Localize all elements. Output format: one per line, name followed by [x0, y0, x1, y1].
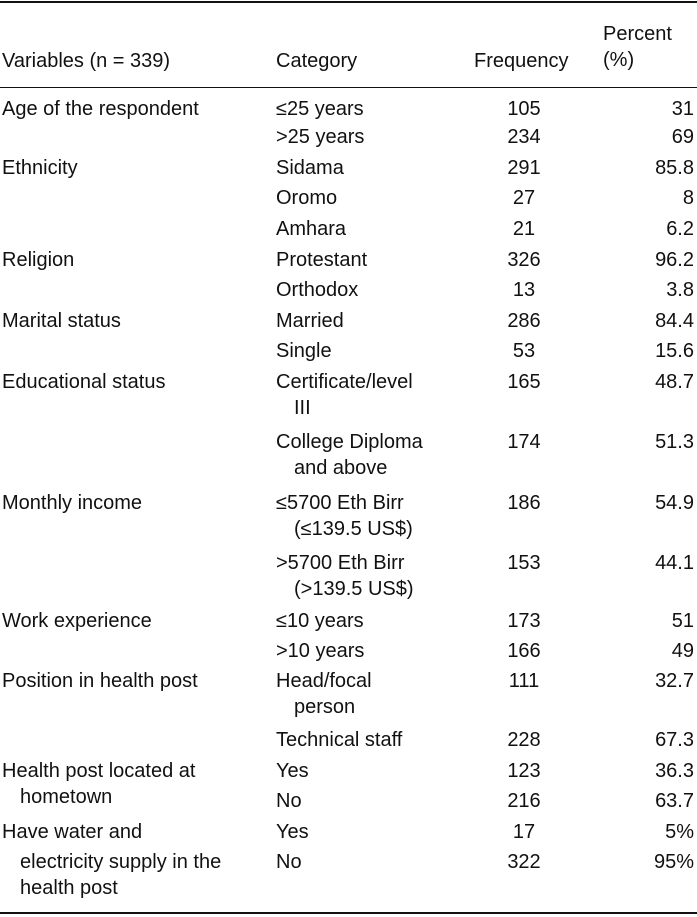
percent-cell: 5% — [665, 821, 694, 843]
category-cell: Oromo — [276, 187, 338, 209]
frequency-cell: 17 — [512, 821, 536, 843]
category-cell: >25 years — [276, 126, 365, 148]
frequency-cell: 153 — [507, 552, 541, 574]
variable-cell: Ethnicity — [2, 157, 78, 179]
header-percent-line1: Percent — [603, 23, 672, 45]
category-cell: Single — [276, 340, 332, 362]
header-frequency: Frequency — [474, 50, 569, 72]
percent-cell: 6.2 — [666, 218, 694, 240]
table-top-rule — [0, 1, 697, 3]
frequency-cell: 123 — [507, 760, 541, 782]
variable-cell: Religion — [2, 249, 75, 271]
category-cell — [276, 550, 414, 602]
frequency-cell: 174 — [507, 431, 541, 453]
category-line: and above — [294, 457, 388, 479]
variable-cell: Marital status — [2, 310, 121, 332]
percent-cell: 69 — [671, 126, 694, 148]
variable-cell: Monthly income — [2, 492, 143, 514]
percent-cell: 32.7 — [655, 670, 694, 692]
percent-cell: 67.3 — [655, 729, 694, 751]
frequency-cell: 234 — [507, 126, 541, 148]
category-cell: ≤10 years — [276, 610, 364, 632]
variable-line: Health post located at — [2, 760, 196, 782]
category-cell: Yes — [276, 821, 309, 843]
category-line: Head/focal — [276, 670, 372, 692]
percent-cell: 48.7 — [655, 371, 694, 393]
variable-line: health post — [20, 877, 118, 899]
header-variables: Variables (n = 339) — [2, 50, 171, 72]
percent-cell: 49 — [671, 640, 694, 662]
category-line: ≤5700 Eth Birr — [276, 492, 404, 514]
category-cell — [276, 668, 372, 720]
frequency-cell: 326 — [507, 249, 541, 271]
frequency-cell: 53 — [512, 340, 536, 362]
variable-cell: Position in health post — [2, 670, 198, 692]
frequency-cell: 186 — [507, 492, 541, 514]
category-line: Certificate/level — [276, 371, 413, 393]
category-line: III — [294, 397, 311, 419]
frequency-cell: 216 — [507, 790, 541, 812]
frequency-cell: 13 — [512, 279, 536, 301]
category-cell: >10 years — [276, 640, 365, 662]
percent-cell: 51 — [671, 610, 694, 632]
category-cell: ≤25 years — [276, 98, 364, 120]
percent-cell: 51.3 — [655, 431, 694, 453]
frequency-cell: 165 — [507, 371, 541, 393]
percent-cell: 54.9 — [655, 492, 694, 514]
variable-line: hometown — [20, 786, 113, 808]
category-cell: No — [276, 851, 302, 873]
category-cell — [276, 369, 413, 421]
frequency-cell: 286 — [507, 310, 541, 332]
variable-cell: Educational status — [2, 371, 166, 393]
header-category: Category — [276, 50, 358, 72]
percent-cell: 3.8 — [666, 279, 694, 301]
category-cell: Yes — [276, 760, 309, 782]
percent-cell: 96.2 — [655, 249, 694, 271]
category-cell: Amhara — [276, 218, 347, 240]
category-cell — [276, 429, 423, 481]
category-cell: No — [276, 790, 302, 812]
category-line: (≤139.5 US$) — [294, 518, 413, 540]
variable-cell: Age of the respondent — [2, 98, 199, 120]
category-cell: Protestant — [276, 249, 368, 271]
frequency-cell: 21 — [512, 218, 536, 240]
frequency-cell: 27 — [512, 187, 536, 209]
percent-cell: 63.7 — [655, 790, 694, 812]
percent-cell: 8 — [682, 187, 694, 209]
table-header-rule — [0, 87, 697, 88]
percent-cell: 85.8 — [655, 157, 694, 179]
category-cell: Orthodox — [276, 279, 359, 301]
category-cell: Married — [276, 310, 344, 332]
frequency-cell: 166 — [507, 640, 541, 662]
variable-cell — [2, 758, 195, 810]
percent-cell: 84.4 — [655, 310, 694, 332]
frequency-cell: 105 — [507, 98, 541, 120]
frequency-cell: 228 — [507, 729, 541, 751]
category-line: (>139.5 US$) — [294, 578, 414, 600]
percent-cell: 44.1 — [655, 552, 694, 574]
frequency-cell: 291 — [507, 157, 541, 179]
table-bottom-rule — [0, 912, 697, 914]
category-cell: Technical staff — [276, 729, 403, 751]
variable-cell: Work experience — [2, 610, 152, 632]
category-line: person — [294, 696, 356, 718]
header-percent-line2: (%) — [603, 49, 635, 71]
percent-cell: 15.6 — [655, 340, 694, 362]
category-cell: Sidama — [276, 157, 344, 179]
category-line: College Diploma — [276, 431, 423, 453]
percent-cell: 31 — [671, 98, 694, 120]
percent-cell: 36.3 — [655, 760, 694, 782]
percent-cell: 95% — [653, 851, 694, 873]
header-percent — [603, 21, 672, 73]
variable-line: electricity supply in the — [20, 851, 222, 873]
frequency-cell: 173 — [507, 610, 541, 632]
frequency-cell: 111 — [508, 670, 540, 692]
variable-cell — [2, 819, 221, 901]
frequency-cell: 322 — [507, 851, 541, 873]
category-cell — [276, 490, 413, 542]
variable-line: Have water and — [2, 821, 143, 843]
category-line: >5700 Eth Birr — [276, 552, 405, 574]
